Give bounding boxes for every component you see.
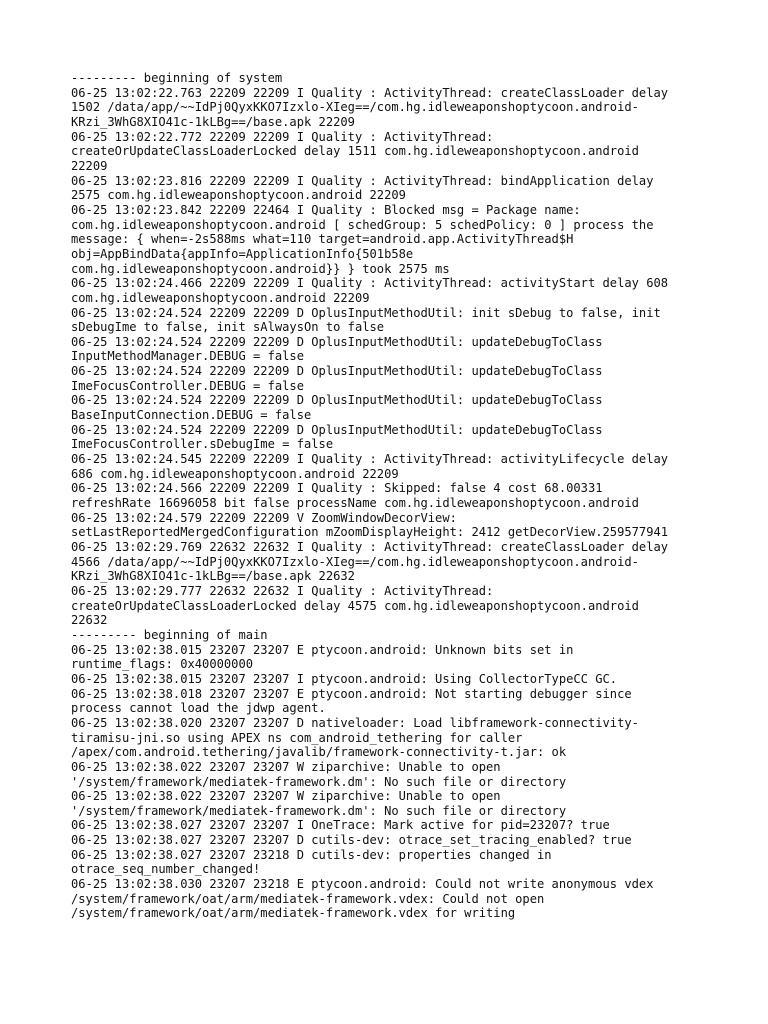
log-line: runtime_flags: 0x40000000 [71,657,254,672]
log-line: 2575 com.hg.idleweaponshoptycoon.android 22209 [71,188,406,203]
log-line: KRzi_3WhG8XIO41c-1kLBg==/base.apk 22209 [71,114,355,129]
log-line: 06-25 13:02:38.015 23207 23207 I ptycoon.android: Using CollectorTypeCC GC. [71,671,618,686]
log-line: /apex/com.android.tethering/javalib/framework-connectivity-t.jar: ok [71,745,567,760]
log-line: 06-25 13:02:24.466 22209 22209 I Quality : ActivityThread: activityStart delay 608 [71,276,669,291]
log-line: createOrUpdateClassLoaderLocked delay 1511 com.hg.idleweaponshoptycoon.android [71,144,639,159]
log-line: createOrUpdateClassLoaderLocked delay 4575 com.hg.idleweaponshoptycoon.android [71,598,639,613]
log-line: --------- beginning of system [71,71,283,85]
log-line: 06-25 13:02:38.027 23207 23218 D cutils-dev: properties changed in [71,847,552,862]
log-line: sDebugIme to false, init sAlwaysOn to false [71,320,385,335]
log-line: 1502 /data/app/~~IdPj0QyxKKO7Izxlo-XIeg==/com.hg.idleweaponshoptycoon.android- [71,100,639,115]
log-line: 06-25 13:02:24.545 22209 22209 I Quality : ActivityThread: activityLifecycle delay [71,452,669,467]
log-line: 06-25 13:02:24.524 22209 22209 D OplusInputMethodUtil: updateDebugToClass [71,393,603,408]
log-line: 06-25 13:02:38.015 23207 23207 E ptycoon.android: Unknown bits set in [71,642,574,657]
log-line: /system/framework/oat/arm/mediatek-framework.vdex: Could not open [71,891,545,906]
log-line: 22632 [71,613,108,628]
log-line: 06-25 13:02:24.524 22209 22209 D OplusInputMethodUtil: init sDebug to false, init [71,305,661,320]
log-line: ImeFocusController.sDebugIme = false [71,437,334,452]
log-line: 22209 [71,158,108,173]
log-line: 4566 /data/app/~~IdPj0QyxKKO7Izxlo-XIeg==/com.hg.idleweaponshoptycoon.android- [71,554,639,569]
log-line: ImeFocusController.DEBUG = false [71,378,304,393]
log-line: com.hg.idleweaponshoptycoon.android 22209 [71,290,370,305]
log-line: 06-25 13:02:24.579 22209 22209 V ZoomWindowDecorView: [71,510,457,525]
log-line: setLastReportedMergedConfiguration mZoomDisplayHeight: 2412 getDecorView.259577941 [71,525,669,540]
log-line: 06-25 13:02:29.769 22632 22632 I Quality : ActivityThread: createClassLoader delay [71,540,669,554]
log-line: InputMethodManager.DEBUG = false [71,349,304,364]
log-line: 06-25 13:02:38.020 23207 23207 D nativeloader: Load libframework-connectivity- [71,715,639,730]
log-line: 06-25 13:02:38.027 23207 23207 D cutils-dev: otrace_set_tracing_enabled? true [71,833,632,848]
log-line: BaseInputConnection.DEBUG = false [71,408,312,423]
log-line: 06-25 13:02:38.018 23207 23207 E ptycoon.android: Not starting debugger since [71,686,632,701]
log-line: 06-25 13:02:38.030 23207 23218 E ptycoon.android: Could not write anonymous vdex [71,877,654,892]
log-line: 06-25 13:02:24.524 22209 22209 D OplusInputMethodUtil: updateDebugToClass [71,364,603,379]
log-document [71,71,711,921]
log-line: message: { when=-2s588ms what=110 target=android.app.ActivityThread$H [71,232,574,247]
log-line: 06-25 13:02:29.777 22632 22632 I Quality : ActivityThread: [71,583,494,598]
log-line: '/system/framework/mediatek-framework.dm': No such file or directory [71,774,567,789]
log-line: 06-25 13:02:23.842 22209 22464 I Quality : Blocked msg = Package name: [71,202,581,217]
log-line: 06-25 13:02:24.524 22209 22209 D OplusInputMethodUtil: updateDebugToClass [71,334,603,349]
log-line: com.hg.idleweaponshoptycoon.android [ schedGroup: 5 schedPolicy: 0 ] process the [71,217,654,232]
log-line: com.hg.idleweaponshoptycoon.android}} } took 2575 ms [71,261,450,276]
log-line: 06-25 13:02:38.027 23207 23207 I OneTrace: Mark active for pid=23207? true [71,818,610,833]
log-line: KRzi_3WhG8XIO41c-1kLBg==/base.apk 22632 [71,569,355,584]
log-line: 06-25 13:02:38.022 23207 23207 W ziparchive: Unable to open [71,759,501,774]
log-line: 06-25 13:02:24.566 22209 22209 I Quality : Skipped: false 4 cost 68.00331 [71,481,603,496]
log-line: tiramisu-jni.so using APEX ns com_android_tethering for caller [71,730,523,745]
log-line: '/system/framework/mediatek-framework.dm': No such file or directory [71,803,567,818]
log-line: /system/framework/oat/arm/mediatek-framework.vdex for writing [71,906,516,921]
log-line: --------- beginning of main [71,627,268,642]
log-line: otrace_seq_number_changed! [71,862,261,877]
log-line: obj=AppBindData{appInfo=ApplicationInfo{501b58e [71,246,414,261]
log-line: 06-25 13:02:22.763 22209 22209 I Quality : ActivityThread: createClassLoader delay [71,85,669,100]
log-line: 06-25 13:02:23.816 22209 22209 I Quality : ActivityThread: bindApplication delay [71,173,654,188]
log-line: process cannot load the jdwp agent. [71,701,326,716]
log-line: 06-25 13:02:38.022 23207 23207 W ziparchive: Unable to open [71,789,501,804]
log-line: 686 com.hg.idleweaponshoptycoon.android 22209 [71,466,399,481]
log-line: refreshRate 16696058 bit false processName com.hg.idleweaponshoptycoon.android [71,496,639,511]
log-line: 06-25 13:02:22.772 22209 22209 I Quality : ActivityThread: [71,129,494,144]
log-line: 06-25 13:02:24.524 22209 22209 D OplusInputMethodUtil: updateDebugToClass [71,422,603,437]
